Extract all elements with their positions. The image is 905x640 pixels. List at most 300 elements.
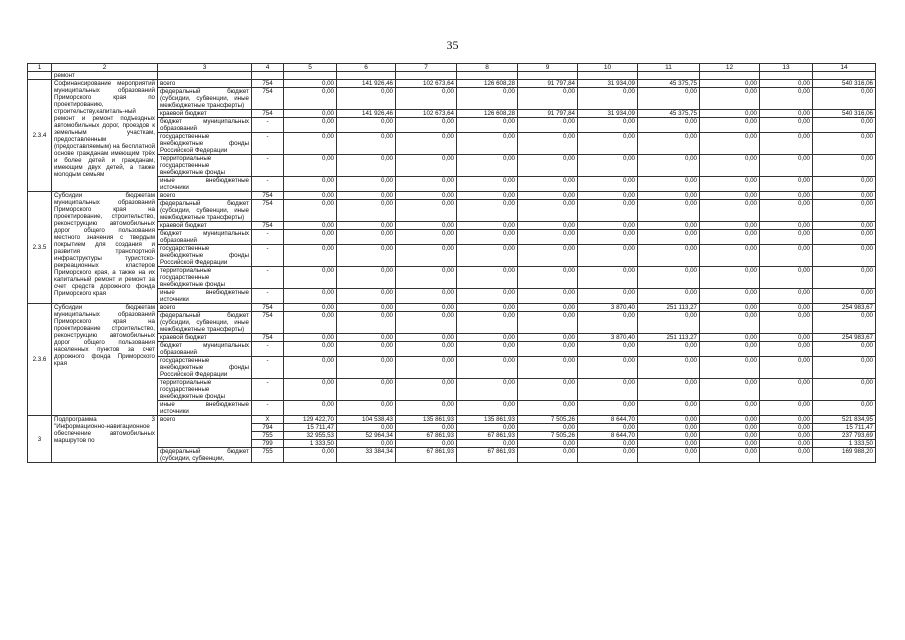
amount-cell: 126 608,28 — [457, 80, 518, 88]
amount-cell: 15 711,47 — [284, 424, 337, 432]
amount-cell: 0,00 — [337, 133, 396, 155]
amount-cell: 0,00 — [337, 177, 396, 192]
amount-cell: 0,00 — [518, 424, 578, 432]
amount-cell: 0,00 — [518, 155, 578, 177]
amount-cell: 0,00 — [396, 334, 457, 342]
amount-cell: 0,00 — [396, 401, 457, 416]
amount-cell: 0,00 — [700, 416, 760, 424]
amount-cell: 0,00 — [396, 200, 457, 222]
budget-code: X — [252, 416, 284, 424]
budget-code: 754 — [252, 88, 284, 110]
budget-code: 755 — [252, 448, 284, 463]
amount-cell: 0,00 — [700, 230, 760, 245]
amount-cell: 0,00 — [760, 342, 813, 357]
amount-cell: 0,00 — [396, 357, 457, 379]
empty-cell — [813, 72, 876, 80]
amount-cell: 0,00 — [284, 245, 337, 267]
amount-cell: 0,00 — [518, 192, 578, 200]
amount-cell: 0,00 — [457, 440, 518, 448]
amount-cell: 0,00 — [284, 133, 337, 155]
budget-code: - — [252, 267, 284, 289]
amount-cell: 0,00 — [396, 230, 457, 245]
budget-code: - — [252, 230, 284, 245]
amount-cell: 0,00 — [337, 312, 396, 334]
amount-cell: 0,00 — [518, 230, 578, 245]
amount-cell: 0,00 — [337, 334, 396, 342]
amount-cell: 0,00 — [638, 177, 700, 192]
funding-source: бюджет муниципальных образований — [158, 118, 252, 133]
amount-cell: 0,00 — [284, 177, 337, 192]
amount-cell: 0,00 — [638, 222, 700, 230]
amount-cell: 254 983,67 — [813, 334, 876, 342]
amount-cell: 0,00 — [337, 289, 396, 304]
amount-cell: 0,00 — [284, 312, 337, 334]
amount-cell: 0,00 — [396, 289, 457, 304]
section-number: 2.3.5 — [28, 192, 52, 304]
amount-cell: 0,00 — [337, 379, 396, 401]
amount-cell: 3 870,40 — [578, 334, 638, 342]
amount-cell: 0,00 — [457, 424, 518, 432]
amount-cell: 0,00 — [518, 133, 578, 155]
amount-cell: 0,00 — [518, 357, 578, 379]
empty-cell — [457, 72, 518, 80]
amount-cell: 0,00 — [700, 200, 760, 222]
empty-cell — [396, 72, 457, 80]
amount-cell: 0,00 — [760, 440, 813, 448]
amount-cell: 141 926,46 — [337, 110, 396, 118]
amount-cell: 0,00 — [578, 245, 638, 267]
amount-cell: 0,00 — [578, 342, 638, 357]
funding-source: бюджет муниципальных образований — [158, 230, 252, 245]
amount-cell: 0,00 — [638, 357, 700, 379]
amount-cell: 0,00 — [700, 440, 760, 448]
section-number: 2.3.6 — [28, 304, 52, 416]
amount-cell: 0,00 — [638, 379, 700, 401]
amount-cell: 0,00 — [700, 424, 760, 432]
column-number: 11 — [638, 64, 700, 72]
amount-cell: 31 934,09 — [578, 80, 638, 88]
amount-cell: 0,00 — [813, 155, 876, 177]
amount-cell: 0,00 — [813, 342, 876, 357]
column-number: 5 — [284, 64, 337, 72]
empty-cell — [518, 72, 578, 80]
amount-cell: 0,00 — [813, 289, 876, 304]
column-number: 6 — [337, 64, 396, 72]
amount-cell: 91 797,84 — [518, 80, 578, 88]
amount-cell: 135 861,93 — [457, 416, 518, 424]
amount-cell: 0,00 — [284, 379, 337, 401]
funding-source: краевой бюджет — [158, 334, 252, 342]
empty-cell — [337, 72, 396, 80]
amount-cell: 0,00 — [638, 192, 700, 200]
amount-cell: 0,00 — [337, 200, 396, 222]
row-number-cell — [28, 72, 52, 80]
amount-cell: 0,00 — [457, 267, 518, 289]
amount-cell: 0,00 — [700, 118, 760, 133]
amount-cell: 0,00 — [700, 133, 760, 155]
amount-cell: 0,00 — [813, 133, 876, 155]
amount-cell: 0,00 — [284, 200, 337, 222]
amount-cell: 0,00 — [578, 155, 638, 177]
budget-code: 754 — [252, 200, 284, 222]
funding-source: федеральный бюджет (субсидии, субвенции, иные межбюджетные трансферты) — [158, 88, 252, 110]
amount-cell: 0,00 — [337, 222, 396, 230]
column-number: 4 — [252, 64, 284, 72]
amount-cell: 15 711,47 — [813, 424, 876, 432]
amount-cell: 0,00 — [518, 342, 578, 357]
amount-cell: 0,00 — [284, 289, 337, 304]
amount-cell: 0,00 — [396, 342, 457, 357]
amount-cell: 0,00 — [638, 342, 700, 357]
amount-cell: 0,00 — [284, 448, 337, 463]
amount-cell: 0,00 — [396, 118, 457, 133]
amount-cell: 0,00 — [337, 267, 396, 289]
column-number: 13 — [760, 64, 813, 72]
amount-cell: 0,00 — [700, 222, 760, 230]
amount-cell: 67 861,93 — [396, 432, 457, 440]
amount-cell: 0,00 — [457, 88, 518, 110]
amount-cell: 0,00 — [760, 245, 813, 267]
budget-code: - — [252, 342, 284, 357]
section-description: Софинансирование мероприятий муниципальных образований Приморского края по проектированию, строительству,капиталь-ный ремонт и ремонт подъездных автомобильных дорог, проездов к земельным участкам, предоставленным (предоставляемым) на бесплатной основе гражданам имеющим трёх и более детей и гражданам, имеющим двух детей, а также молодым семьям — [52, 80, 158, 192]
amount-cell: 0,00 — [396, 177, 457, 192]
amount-cell: 251 113,27 — [638, 334, 700, 342]
amount-cell: 0,00 — [638, 133, 700, 155]
amount-cell: 0,00 — [457, 245, 518, 267]
funding-source: федеральный бюджет (субсидии, субвенции, иные межбюджетные трансферты) — [158, 200, 252, 222]
amount-cell: 0,00 — [457, 230, 518, 245]
amount-cell: 0,00 — [760, 133, 813, 155]
amount-cell: 0,00 — [457, 401, 518, 416]
budget-code: 754 — [252, 192, 284, 200]
amount-cell: 3 870,40 — [578, 304, 638, 312]
empty-cell — [760, 72, 813, 80]
amount-cell: 0,00 — [760, 155, 813, 177]
amount-cell: 67 861,93 — [396, 448, 457, 463]
amount-cell: 0,00 — [760, 401, 813, 416]
amount-cell: 67 861,93 — [457, 448, 518, 463]
amount-cell: 0,00 — [284, 342, 337, 357]
amount-cell: 0,00 — [760, 200, 813, 222]
amount-cell: 45 375,75 — [638, 110, 700, 118]
amount-cell: 0,00 — [760, 88, 813, 110]
amount-cell: 0,00 — [700, 80, 760, 88]
amount-cell: 0,00 — [700, 448, 760, 463]
section-description: Субсидии бюджетам муниципальных образований Приморского края на проектирование, строительство, реконструкцию автомобильных дорог общего пользования местного значения с твердым покрытием для создания и развития транспортной инфраструктуры туристско-рекреационных кластеров Приморского края, а также на их капитальный ремонт и ремонт за счет средств дорожного фонда Приморского края — [52, 192, 158, 304]
empty-cell — [284, 72, 337, 80]
amount-cell: 0,00 — [638, 267, 700, 289]
amount-cell: 0,00 — [518, 267, 578, 289]
amount-cell: 237 793,69 — [813, 432, 876, 440]
amount-cell: 0,00 — [518, 312, 578, 334]
amount-cell: 0,00 — [284, 80, 337, 88]
amount-cell: 0,00 — [578, 88, 638, 110]
amount-cell: 45 375,75 — [638, 80, 700, 88]
amount-cell: 0,00 — [760, 192, 813, 200]
amount-cell: 0,00 — [518, 379, 578, 401]
budget-code: 799 — [252, 440, 284, 448]
funding-source: всего — [158, 192, 252, 200]
amount-cell: 0,00 — [396, 267, 457, 289]
amount-cell: 0,00 — [518, 200, 578, 222]
amount-cell: 0,00 — [337, 118, 396, 133]
amount-cell: 0,00 — [457, 192, 518, 200]
amount-cell: 0,00 — [638, 416, 700, 424]
amount-cell: 0,00 — [578, 424, 638, 432]
budget-code: 754 — [252, 334, 284, 342]
amount-cell: 0,00 — [396, 88, 457, 110]
amount-cell: 0,00 — [284, 401, 337, 416]
amount-cell: 0,00 — [457, 118, 518, 133]
funding-source: иные внебюджетные источники — [158, 401, 252, 416]
amount-cell: 0,00 — [518, 289, 578, 304]
amount-cell: 0,00 — [700, 155, 760, 177]
table-row — [28, 192, 876, 200]
amount-cell: 31 934,09 — [578, 110, 638, 118]
column-number: 7 — [396, 64, 457, 72]
amount-cell: 0,00 — [700, 312, 760, 334]
column-number: 14 — [813, 64, 876, 72]
amount-cell: 0,00 — [457, 379, 518, 401]
empty-cell — [700, 72, 760, 80]
amount-cell: 0,00 — [700, 304, 760, 312]
amount-cell: 0,00 — [700, 342, 760, 357]
amount-cell: 0,00 — [337, 304, 396, 312]
amount-cell: 0,00 — [284, 118, 337, 133]
amount-cell: 0,00 — [284, 88, 337, 110]
amount-cell: 254 983,67 — [813, 304, 876, 312]
amount-cell: 1 333,50 — [284, 440, 337, 448]
amount-cell: 0,00 — [457, 342, 518, 357]
amount-cell: 0,00 — [396, 312, 457, 334]
budget-code: 794 — [252, 424, 284, 432]
amount-cell: 8 644,70 — [578, 432, 638, 440]
amount-cell: 0,00 — [760, 222, 813, 230]
amount-cell: 0,00 — [578, 440, 638, 448]
empty-cell — [158, 72, 252, 80]
amount-cell: 0,00 — [813, 245, 876, 267]
amount-cell: 0,00 — [396, 245, 457, 267]
amount-cell: 0,00 — [337, 88, 396, 110]
column-number: 9 — [518, 64, 578, 72]
amount-cell: 102 673,64 — [396, 80, 457, 88]
budget-code: 754 — [252, 80, 284, 88]
amount-cell: 0,00 — [638, 245, 700, 267]
amount-cell: 0,00 — [578, 289, 638, 304]
funding-source: краевой бюджет — [158, 222, 252, 230]
amount-cell: 521 834,95 — [813, 416, 876, 424]
amount-cell: 0,00 — [700, 110, 760, 118]
column-number: 10 — [578, 64, 638, 72]
amount-cell: 0,00 — [813, 379, 876, 401]
funding-source: территориальные государственные внебюджетные фонды — [158, 155, 252, 177]
amount-cell: 0,00 — [337, 230, 396, 245]
amount-cell: 0,00 — [813, 357, 876, 379]
amount-cell: 540 316,06 — [813, 80, 876, 88]
amount-cell: 0,00 — [578, 230, 638, 245]
empty-cell — [638, 72, 700, 80]
amount-cell: 0,00 — [518, 304, 578, 312]
budget-code: - — [252, 155, 284, 177]
amount-cell: 0,00 — [813, 222, 876, 230]
funding-source: всего — [158, 416, 252, 448]
amount-cell: 0,00 — [578, 312, 638, 334]
amount-cell: 0,00 — [457, 357, 518, 379]
amount-cell: 0,00 — [760, 312, 813, 334]
amount-cell: 0,00 — [813, 230, 876, 245]
funding-source: территориальные государственные внебюджетные фонды — [158, 379, 252, 401]
carry-over-text: ремонт — [52, 72, 158, 80]
amount-cell: 0,00 — [700, 401, 760, 416]
amount-cell: 0,00 — [396, 155, 457, 177]
amount-cell: 0,00 — [700, 267, 760, 289]
amount-cell: 0,00 — [396, 192, 457, 200]
amount-cell: 0,00 — [700, 432, 760, 440]
amount-cell: 0,00 — [396, 222, 457, 230]
amount-cell: 0,00 — [813, 267, 876, 289]
amount-cell: 0,00 — [813, 177, 876, 192]
amount-cell: 0,00 — [813, 401, 876, 416]
amount-cell: 0,00 — [638, 432, 700, 440]
amount-cell: 0,00 — [284, 110, 337, 118]
amount-cell: 0,00 — [760, 304, 813, 312]
amount-cell: 0,00 — [337, 155, 396, 177]
amount-cell: 0,00 — [638, 312, 700, 334]
amount-cell: 67 861,93 — [457, 432, 518, 440]
budget-code: - — [252, 357, 284, 379]
amount-cell: 0,00 — [578, 267, 638, 289]
amount-cell: 0,00 — [760, 357, 813, 379]
amount-cell: 0,00 — [396, 440, 457, 448]
amount-cell: 0,00 — [813, 312, 876, 334]
amount-cell: 0,00 — [457, 133, 518, 155]
budget-code: - — [252, 177, 284, 192]
amount-cell: 0,00 — [284, 304, 337, 312]
amount-cell: 0,00 — [457, 304, 518, 312]
budget-code: 754 — [252, 222, 284, 230]
amount-cell: 0,00 — [337, 440, 396, 448]
column-number: 12 — [700, 64, 760, 72]
amount-cell: 0,00 — [813, 192, 876, 200]
amount-cell: 0,00 — [518, 177, 578, 192]
amount-cell: 0,00 — [337, 424, 396, 432]
budget-code: - — [252, 133, 284, 155]
amount-cell: 0,00 — [760, 432, 813, 440]
amount-cell: 0,00 — [760, 230, 813, 245]
amount-cell: 0,00 — [700, 289, 760, 304]
amount-cell: 0,00 — [396, 424, 457, 432]
amount-cell: 0,00 — [284, 155, 337, 177]
funding-source: государственные внебюджетные фонды Российской Федерации — [158, 133, 252, 155]
column-number-row — [28, 64, 876, 72]
amount-cell: 0,00 — [284, 192, 337, 200]
amount-cell: 0,00 — [813, 200, 876, 222]
column-number: 8 — [457, 64, 518, 72]
amount-cell: 0,00 — [284, 230, 337, 245]
amount-cell: 129 422,70 — [284, 416, 337, 424]
budget-code: 754 — [252, 110, 284, 118]
amount-cell: 0,00 — [518, 448, 578, 463]
empty-cell — [252, 72, 284, 80]
amount-cell: 0,00 — [760, 334, 813, 342]
amount-cell: 0,00 — [638, 230, 700, 245]
amount-cell: 0,00 — [578, 401, 638, 416]
budget-code: 754 — [252, 312, 284, 334]
funding-source: федеральный бюджет (субсидии, субвенции, — [158, 448, 252, 463]
amount-cell: 32 955,53 — [284, 432, 337, 440]
amount-cell: 0,00 — [578, 379, 638, 401]
amount-cell: 0,00 — [760, 267, 813, 289]
amount-cell: 0,00 — [813, 88, 876, 110]
amount-cell: 0,00 — [760, 110, 813, 118]
amount-cell: 33 384,34 — [337, 448, 396, 463]
amount-cell: 251 113,27 — [638, 304, 700, 312]
amount-cell: 0,00 — [700, 192, 760, 200]
amount-cell: 0,00 — [457, 222, 518, 230]
budget-code: - — [252, 245, 284, 267]
budget-code: 755 — [252, 432, 284, 440]
amount-cell: 0,00 — [578, 448, 638, 463]
amount-cell: 0,00 — [457, 334, 518, 342]
amount-cell: 0,00 — [284, 334, 337, 342]
amount-cell: 0,00 — [337, 342, 396, 357]
amount-cell: 8 644,70 — [578, 416, 638, 424]
amount-cell: 1 333,50 — [813, 440, 876, 448]
amount-cell: 0,00 — [457, 200, 518, 222]
funding-source: государственные внебюджетные фонды Российской Федерации — [158, 245, 252, 267]
amount-cell: 0,00 — [760, 424, 813, 432]
amount-cell: 0,00 — [760, 379, 813, 401]
section-description: Подпрограмма 3 "Информационно-навигационное обеспечение автомобильных маршрутов по — [52, 416, 158, 463]
amount-cell: 0,00 — [638, 401, 700, 416]
table-row — [28, 416, 876, 424]
funding-source: всего — [158, 80, 252, 88]
amount-cell: 0,00 — [337, 192, 396, 200]
amount-cell: 102 673,64 — [396, 110, 457, 118]
amount-cell: 0,00 — [337, 357, 396, 379]
funding-source: государственные внебюджетные фонды Российской Федерации — [158, 357, 252, 379]
table-row — [28, 80, 876, 88]
amount-cell: 0,00 — [638, 155, 700, 177]
amount-cell: 0,00 — [518, 440, 578, 448]
amount-cell: 7 505,26 — [518, 432, 578, 440]
amount-cell: 0,00 — [457, 312, 518, 334]
amount-cell: 0,00 — [284, 357, 337, 379]
amount-cell: 0,00 — [760, 416, 813, 424]
funding-source: краевой бюджет — [158, 110, 252, 118]
amount-cell: 0,00 — [457, 177, 518, 192]
column-number: 2 — [52, 64, 158, 72]
funding-source: всего — [158, 304, 252, 312]
amount-cell: 52 964,34 — [337, 432, 396, 440]
amount-cell: 169 988,20 — [813, 448, 876, 463]
amount-cell: 0,00 — [578, 118, 638, 133]
section-number: 2.3.4 — [28, 80, 52, 192]
amount-cell: 0,00 — [700, 88, 760, 110]
amount-cell: 0,00 — [638, 88, 700, 110]
amount-cell: 0,00 — [518, 334, 578, 342]
amount-cell: 0,00 — [284, 222, 337, 230]
amount-cell: 0,00 — [760, 118, 813, 133]
column-number: 3 — [158, 64, 252, 72]
amount-cell: 0,00 — [760, 448, 813, 463]
amount-cell: 0,00 — [638, 200, 700, 222]
amount-cell: 0,00 — [638, 448, 700, 463]
amount-cell: 0,00 — [396, 304, 457, 312]
amount-cell: 0,00 — [578, 192, 638, 200]
amount-cell: 0,00 — [396, 133, 457, 155]
amount-cell: 0,00 — [700, 334, 760, 342]
